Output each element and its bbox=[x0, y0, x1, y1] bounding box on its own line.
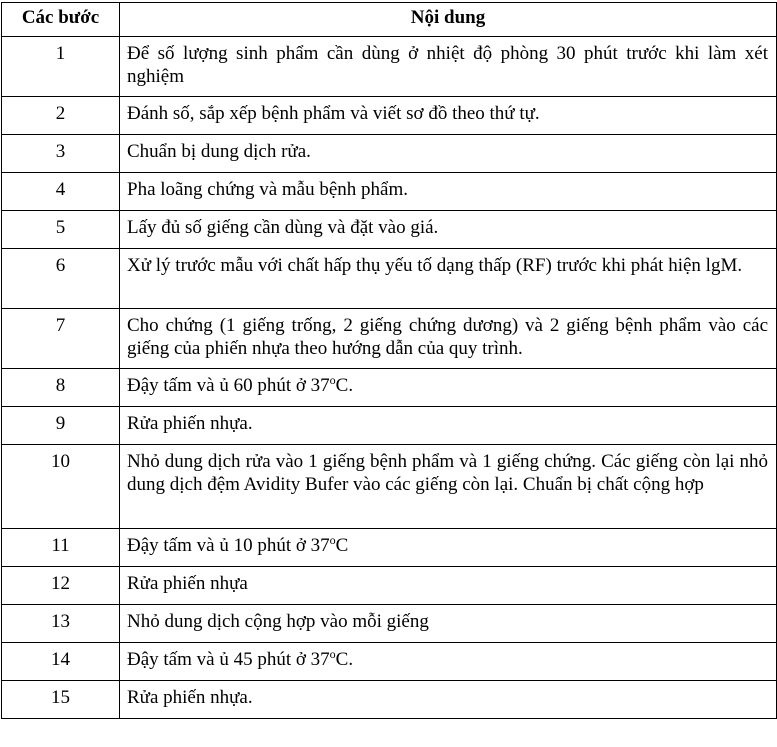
table-row bbox=[2, 681, 777, 719]
step-content: Nhỏ dung dịch cộng hợp vào mỗi giếng bbox=[120, 605, 777, 643]
step-content-text: Đậy tấm và ủ 10 phút ở 37 bbox=[127, 535, 330, 556]
table-row bbox=[2, 529, 777, 567]
step-number: 3 bbox=[2, 135, 120, 173]
table-row bbox=[2, 173, 777, 211]
table-row bbox=[2, 407, 777, 445]
table-row bbox=[2, 37, 777, 97]
table-row bbox=[2, 605, 777, 643]
header-content: Nội dung bbox=[120, 3, 777, 37]
header-steps: Các bước bbox=[2, 3, 120, 37]
step-content-text: Đậy tấm và ủ 45 phút ở 37 bbox=[127, 649, 330, 670]
table-row bbox=[2, 643, 777, 681]
step-number: 14 bbox=[2, 643, 120, 681]
step-number: 7 bbox=[2, 309, 120, 369]
table-row bbox=[2, 567, 777, 605]
step-number: 11 bbox=[2, 529, 120, 567]
step-content: Rửa phiến nhựa bbox=[120, 567, 777, 605]
step-content: Rửa phiến nhựa. bbox=[120, 407, 777, 445]
step-number: 5 bbox=[2, 211, 120, 249]
table-row bbox=[2, 249, 777, 309]
step-content: Đánh số, sắp xếp bệnh phẩm và viết sơ đồ theo thứ tự. bbox=[120, 97, 777, 135]
step-content: Nhỏ dung dịch rửa vào 1 giếng bệnh phẩm và 1 giếng chứng. Các giếng còn lại nhỏ dung dịch đệm Avidity Bufer vào các giếng còn lại. Chuẩn bị chất cộng hợp bbox=[120, 445, 777, 529]
degree-superscript: o bbox=[329, 373, 336, 387]
degree-superscript: o bbox=[329, 533, 336, 547]
step-number: 13 bbox=[2, 605, 120, 643]
step-number: 8 bbox=[2, 369, 120, 407]
step-number: 4 bbox=[2, 173, 120, 211]
step-number: 1 bbox=[2, 37, 120, 97]
step-content: Cho chứng (1 giếng trống, 2 giếng chứng dương) và 2 giếng bệnh phẩm vào các giếng của phiến nhựa theo hướng dẫn của quy trình. bbox=[120, 309, 777, 369]
step-number: 10 bbox=[2, 445, 120, 529]
degree-superscript: o bbox=[329, 647, 336, 661]
step-content-text: Đậy tấm và ủ 60 phút ở 37 bbox=[127, 375, 330, 396]
step-content bbox=[120, 529, 777, 567]
step-number: 15 bbox=[2, 681, 120, 719]
step-number: 9 bbox=[2, 407, 120, 445]
table-row bbox=[2, 135, 777, 173]
table-row bbox=[2, 97, 777, 135]
table-row bbox=[2, 309, 777, 369]
step-content: Lấy đủ số giếng cần dùng và đặt vào giá. bbox=[120, 211, 777, 249]
step-content: Chuẩn bị dung dịch rửa. bbox=[120, 135, 777, 173]
step-content bbox=[120, 643, 777, 681]
step-content: Pha loãng chứng và mẫu bệnh phẩm. bbox=[120, 173, 777, 211]
table-row bbox=[2, 445, 777, 529]
step-content: Xử lý trước mẫu với chất hấp thụ yếu tố dạng thấp (RF) trước khi phát hiện lgM. bbox=[120, 249, 777, 309]
step-content-unit: C. bbox=[335, 375, 354, 396]
step-content bbox=[120, 369, 777, 407]
step-content-unit: C. bbox=[335, 649, 354, 670]
step-content: Để số lượng sinh phẩm cần dùng ở nhiệt độ phòng 30 phút trước khi làm xét nghiệm bbox=[120, 37, 777, 97]
step-content-unit: C bbox=[335, 535, 349, 556]
step-content: Rửa phiến nhựa. bbox=[120, 681, 777, 719]
table-row bbox=[2, 369, 777, 407]
table-header-row bbox=[2, 3, 777, 37]
table-row bbox=[2, 211, 777, 249]
step-number: 12 bbox=[2, 567, 120, 605]
step-number: 6 bbox=[2, 249, 120, 309]
procedure-steps-table bbox=[1, 2, 777, 719]
step-number: 2 bbox=[2, 97, 120, 135]
